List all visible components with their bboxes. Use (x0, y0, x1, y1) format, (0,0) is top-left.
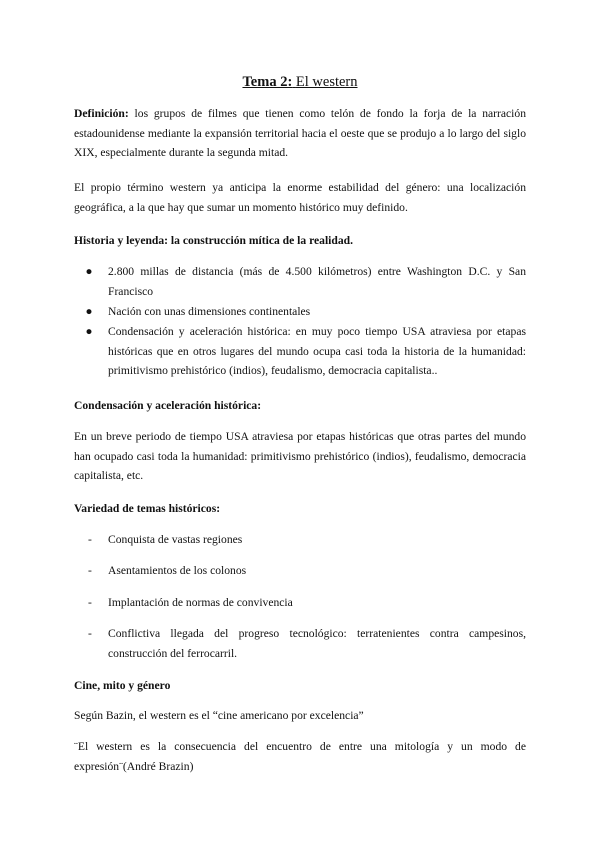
section-heading-cinema: Cine, mito y género (74, 679, 171, 692)
bullet-icon: ● (85, 265, 93, 278)
list-item-text: Conquista de vastas regiones (108, 533, 243, 546)
bullet-text: 2.800 millas de distancia (más de 4.500 kilómetros) entre Washington D.C. y San Francisco (108, 265, 526, 298)
title-text: El western (295, 74, 358, 90)
cinema-paragraph-2: ¨El western es la consecuencia del encuentro de entre una mitología y un modo de expresión¨(André Brazin) (74, 740, 526, 773)
title-label: Tema 2: (242, 74, 293, 90)
list-item-text: Conflictiva llegada del progreso tecnológico: terratenientes contra campesinos, construcción del ferrocarril. (108, 627, 526, 660)
definition-text: los grupos de filmes que tienen como telón de fondo la forja de la narración estadounidense mediante la expansión territorial hacia el oeste que se produjo a lo largo del siglo XIX, especialmente durante la segunda mitad. (74, 107, 526, 159)
bullet-text: Nación con unas dimensiones continentales (108, 305, 311, 318)
intro-paragraph: El propio término western ya anticipa la enorme estabilidad del género: una localización geográfica, a la que hay que sumar un momento histórico muy definido. (74, 181, 526, 214)
bullet-text: Condensación y aceleración histórica: en muy poco tiempo USA atraviesa por etapas históricas que en otros lugares del mundo ocupa casi toda la historia de la humanidad: primitivismo prehistórico (indios), feudalismo, democracia capitalista.. (108, 325, 526, 377)
section-heading-themes: Variedad de temas históricos: (74, 502, 221, 515)
definition-paragraph (74, 104, 526, 163)
dash-marker: - (88, 533, 92, 546)
page-title (0, 72, 600, 92)
condensation-paragraph: En un breve periodo de tiempo USA atraviesa por etapas históricas que otras partes del mundo han ocupado casi toda la humanidad: primitivismo prehistórico (indios), feudalismo, democracia capitalista, etc. (74, 430, 526, 482)
bullet-icon: ● (85, 325, 93, 338)
bullet-icon: ● (85, 305, 93, 318)
dash-marker: - (88, 596, 92, 609)
dash-marker: - (88, 627, 92, 640)
list-item-text: Implantación de normas de convivencia (108, 596, 293, 609)
definition-label: Definición: (74, 107, 129, 120)
section-heading-history: Historia y leyenda: la construcción mítica de la realidad. (74, 234, 353, 247)
cinema-paragraph-1: Según Bazin, el western es el “cine americano por excelencia” (74, 709, 364, 722)
list-item-text: Asentamientos de los colonos (108, 564, 247, 577)
section-heading-condensation: Condensación y aceleración histórica: (74, 399, 262, 412)
dash-marker: - (88, 564, 92, 577)
